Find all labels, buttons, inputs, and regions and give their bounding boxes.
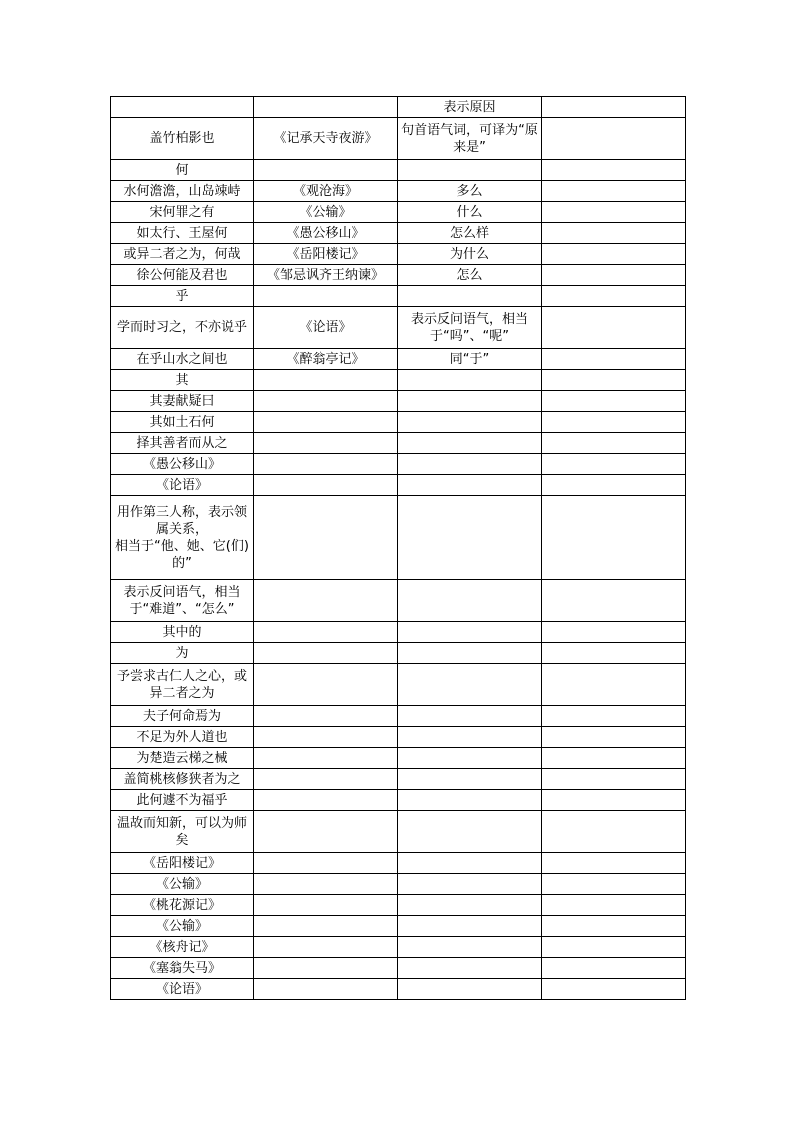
table-row [111, 769, 686, 790]
table-cell [398, 496, 542, 580]
table-row [111, 160, 686, 181]
table-row [111, 916, 686, 937]
table-cell: 温故而知新，可以为师矣 [111, 811, 254, 853]
table-cell [254, 433, 398, 454]
table-row [111, 454, 686, 475]
table-cell: 为楚造云梯之械 [111, 748, 254, 769]
table-row [111, 496, 686, 580]
table-cell [398, 727, 542, 748]
table-cell [542, 937, 686, 958]
table-cell [542, 706, 686, 727]
table-row [111, 580, 686, 622]
table-cell [542, 202, 686, 223]
table-cell: 或异二者之为，何哉 [111, 244, 254, 265]
table-cell [542, 97, 686, 118]
table-cell: 在乎山水之间也 [111, 349, 254, 370]
table-cell [398, 937, 542, 958]
table-cell [542, 790, 686, 811]
table-cell [254, 160, 398, 181]
table-row [111, 223, 686, 244]
table-cell [398, 454, 542, 475]
table-cell [542, 307, 686, 349]
table-cell [398, 370, 542, 391]
table-row [111, 307, 686, 349]
table-row [111, 958, 686, 979]
table-row [111, 433, 686, 454]
table-cell: 盖竹柏影也 [111, 118, 254, 160]
table-cell: 予尝求古仁人之心，或异二者之为 [111, 664, 254, 706]
table-cell: 择其善者而从之 [111, 433, 254, 454]
table-cell: 《岳阳楼记》 [254, 244, 398, 265]
table-cell [254, 916, 398, 937]
table-row [111, 118, 686, 160]
table-cell [542, 979, 686, 1000]
table-cell [254, 412, 398, 433]
table-cell: 夫子何命焉为 [111, 706, 254, 727]
table-cell [542, 370, 686, 391]
table-row [111, 811, 686, 853]
table-cell: 《核舟记》 [111, 937, 254, 958]
table-cell [542, 349, 686, 370]
table-cell [542, 727, 686, 748]
table-row [111, 622, 686, 643]
table-cell [398, 580, 542, 622]
table-cell [542, 895, 686, 916]
table-cell [542, 580, 686, 622]
table-cell [542, 958, 686, 979]
table-cell: 水何澹澹，山岛竦峙 [111, 181, 254, 202]
table-cell [254, 286, 398, 307]
table-cell: 何 [111, 160, 254, 181]
table-cell: 如太行、王屋何 [111, 223, 254, 244]
table-cell [542, 286, 686, 307]
table-row [111, 181, 686, 202]
table-cell: 怎么样 [398, 223, 542, 244]
table-cell: 《公输》 [254, 202, 398, 223]
table-cell: 表示反问语气，相当于“难道”、“怎么” [111, 580, 254, 622]
table-cell: 盖简桃核修狭者为之 [111, 769, 254, 790]
table-cell: 表示反问语气，相当于“吗”、“呢” [398, 307, 542, 349]
table-cell [254, 496, 398, 580]
table-cell [542, 664, 686, 706]
table-row [111, 706, 686, 727]
table-row [111, 349, 686, 370]
table-cell: 《塞翁失马》 [111, 958, 254, 979]
table-cell: 此何遽不为福乎 [111, 790, 254, 811]
table-cell: 同“于” [398, 349, 542, 370]
table-cell [254, 727, 398, 748]
table-cell: 《公输》 [111, 874, 254, 895]
table-cell [398, 916, 542, 937]
table-cell [398, 958, 542, 979]
table-cell: 《愚公移山》 [111, 454, 254, 475]
table-row [111, 265, 686, 286]
table-cell: 不足为外人道也 [111, 727, 254, 748]
table-cell: 其 [111, 370, 254, 391]
table-row [111, 979, 686, 1000]
table-cell [254, 811, 398, 853]
table-cell: 怎么 [398, 265, 542, 286]
table-cell: 其如土石何 [111, 412, 254, 433]
table-row [111, 937, 686, 958]
table-cell [542, 244, 686, 265]
table-row [111, 748, 686, 769]
table-cell: 乎 [111, 286, 254, 307]
table-cell: 表示原因 [398, 97, 542, 118]
table-cell [254, 895, 398, 916]
content-table [110, 96, 686, 1000]
table-cell [542, 223, 686, 244]
table-cell [254, 643, 398, 664]
table-cell [542, 181, 686, 202]
table-cell [542, 454, 686, 475]
table-row [111, 895, 686, 916]
table-cell [542, 265, 686, 286]
table-row [111, 412, 686, 433]
table-cell [398, 433, 542, 454]
table-cell [254, 664, 398, 706]
table-cell [542, 811, 686, 853]
table-cell: 多么 [398, 181, 542, 202]
table-cell [542, 118, 686, 160]
table-cell: 《记承天寺夜游》 [254, 118, 398, 160]
table-cell [398, 412, 542, 433]
table-row [111, 643, 686, 664]
table-cell: 《邹忌讽齐王纳谏》 [254, 265, 398, 286]
table-row [111, 853, 686, 874]
table-cell [254, 622, 398, 643]
table-cell [398, 643, 542, 664]
table-cell: 《论语》 [111, 475, 254, 496]
table-cell [398, 895, 542, 916]
table-cell [254, 937, 398, 958]
table-cell: 《桃花源记》 [111, 895, 254, 916]
table-cell: 《论语》 [111, 979, 254, 1000]
table-cell [254, 454, 398, 475]
table-cell [398, 622, 542, 643]
table-row [111, 664, 686, 706]
table-row [111, 244, 686, 265]
table-cell [398, 286, 542, 307]
table-cell [398, 874, 542, 895]
table-cell: 用作第三人称，表示领属关系， 相当于“他、她、它(们)的” [111, 496, 254, 580]
table-cell [254, 391, 398, 412]
table-cell: 其中的 [111, 622, 254, 643]
table-row [111, 97, 686, 118]
table-cell [398, 811, 542, 853]
table-cell [398, 769, 542, 790]
table-cell [254, 748, 398, 769]
table-cell: 学而时习之，不亦说乎 [111, 307, 254, 349]
table-cell [542, 412, 686, 433]
table-cell [398, 160, 542, 181]
table-cell [254, 790, 398, 811]
table-cell [542, 160, 686, 181]
table-cell: 《醉翁亭记》 [254, 349, 398, 370]
table-row [111, 391, 686, 412]
table-cell: 宋何罪之有 [111, 202, 254, 223]
table-cell: 《愚公移山》 [254, 223, 398, 244]
table-cell: 句首语气词，可译为“原来是” [398, 118, 542, 160]
table-cell [542, 769, 686, 790]
table-cell: 《观沧海》 [254, 181, 398, 202]
table-cell [542, 433, 686, 454]
table-cell [398, 475, 542, 496]
table-row [111, 475, 686, 496]
table-body [111, 97, 686, 1000]
table-cell: 《公输》 [111, 916, 254, 937]
table-row [111, 286, 686, 307]
table-cell [254, 874, 398, 895]
table-cell [254, 706, 398, 727]
table-cell [398, 853, 542, 874]
table-cell [254, 580, 398, 622]
table-cell: 其妻献疑曰 [111, 391, 254, 412]
table-cell [254, 769, 398, 790]
table-cell [542, 475, 686, 496]
table-row [111, 727, 686, 748]
table-cell [254, 979, 398, 1000]
table-row [111, 202, 686, 223]
table-cell [254, 853, 398, 874]
table-cell: 什么 [398, 202, 542, 223]
table-cell [254, 97, 398, 118]
table-cell [398, 979, 542, 1000]
table-cell [542, 643, 686, 664]
table-cell: 为什么 [398, 244, 542, 265]
table-cell [542, 748, 686, 769]
table-cell [542, 853, 686, 874]
table-cell [542, 874, 686, 895]
table-cell [254, 958, 398, 979]
table-cell [398, 790, 542, 811]
table-row [111, 370, 686, 391]
table-row [111, 790, 686, 811]
table-cell [398, 748, 542, 769]
table-row [111, 874, 686, 895]
table-cell [398, 706, 542, 727]
table-cell [254, 475, 398, 496]
table-cell [542, 622, 686, 643]
table-cell: 《论语》 [254, 307, 398, 349]
table-cell [254, 370, 398, 391]
table-cell [398, 391, 542, 412]
table-cell [111, 97, 254, 118]
table-cell: 《岳阳楼记》 [111, 853, 254, 874]
table-cell [542, 391, 686, 412]
table-cell: 为 [111, 643, 254, 664]
table-cell: 徐公何能及君也 [111, 265, 254, 286]
table-cell [398, 664, 542, 706]
table-cell [542, 496, 686, 580]
table-cell [542, 916, 686, 937]
